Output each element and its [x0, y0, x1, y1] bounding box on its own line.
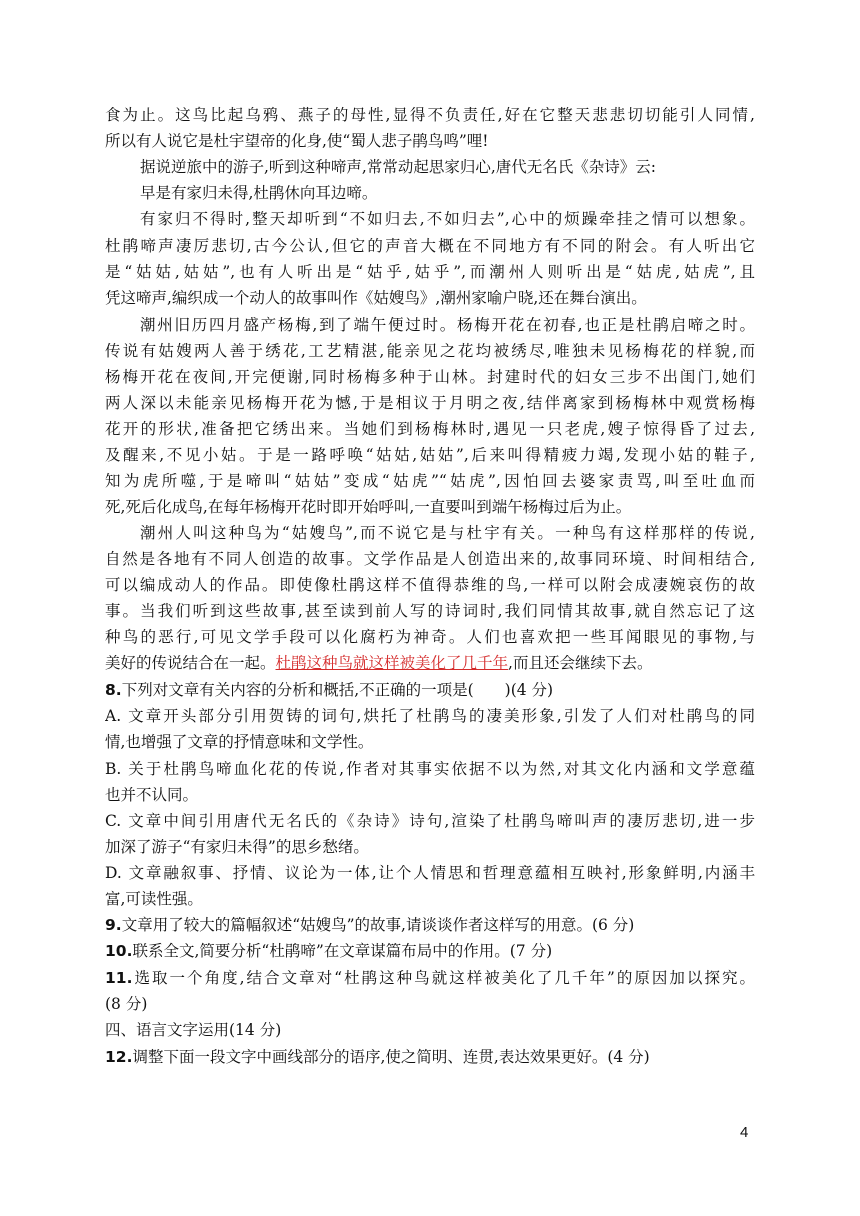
- section-heading: 四、语言文字运用(14 分): [105, 1021, 282, 1039]
- question-text: 文章用了较大的篇幅叙述“姑嫂鸟”的故事,请谈谈作者这样写的用意。(6 分): [121, 916, 635, 934]
- option-c: C. 文章中间引用唐代无名氏的《杂诗》诗句,渲染了杜鹃鸟啼叫声的凄厉悲切,进一步: [105, 812, 755, 830]
- passage-line: 食为止。这鸟比起乌鸦、燕子的母性,显得不负责任,好在它整天悲悲切切能引人同情,: [105, 106, 755, 124]
- passage-text: ,而且还会继续下去。: [508, 654, 653, 672]
- option-d: D. 文章融叙事、抒情、议论为一体,让个人情思和哲理意蕴相互映衬,形象鲜明,内涵丰: [105, 864, 755, 882]
- passage-line: 所以有人说它是杜宇望帝的化身,使“蜀人悲子鹃鸟鸣”哩!: [105, 132, 489, 150]
- question-11: [105, 965, 755, 991]
- underlined-sentence: 杜鹃这种鸟就这样被美化了几千年: [275, 654, 509, 672]
- question-text: 选取一个角度,结合文章对“杜鹃这种鸟就这样被美化了几千年”的原因加以探究。: [132, 969, 755, 987]
- question-text: 调整下面一段文字中画线部分的语序,使之简明、连贯,表达效果更好。(4 分): [132, 1048, 650, 1066]
- passage-line: 杨梅开花在夜间,开完便谢,同时杨梅多种于山林。封建时代的妇女三步不出闺门,她们: [105, 368, 755, 386]
- option-a: A. 文章开头部分引用贺铸的词句,烘托了杜鹃鸟的凄美形象,引发了人们对杜鹃鸟的同: [105, 707, 755, 725]
- passage-line: 自然是各地有不同人创造的故事。文学作品是人创造出来的,故事同环境、时间相结合,: [105, 550, 755, 568]
- question-number: 10.: [105, 942, 133, 960]
- question-10: [105, 938, 755, 964]
- passage-line: 事。当我们听到这些故事,甚至读到前人写的诗词时,我们同情其故事,就自然忘记了这: [105, 602, 755, 620]
- passage-line: 种鸟的恶行,可见文学手段可以化腐朽为神奇。人们也喜欢把一些耳闻眼见的事物,与: [105, 628, 755, 646]
- poem-quote: 早是有家归未得,杜鹃休向耳边啼。: [140, 184, 378, 202]
- passage-line: 凭这啼声,编织成一个动人的故事叫作《姑嫂鸟》,潮州家喻户晓,还在舞台演出。: [105, 289, 647, 307]
- passage-line: 可以编成动人的作品。即使像杜鹃这样不值得恭维的鸟,一样可以附会成凄婉哀伤的故: [105, 576, 755, 594]
- passage-line: 潮州旧历四月盛产杨梅,到了端午便过时。杨梅开花在初春,也正是杜鹃启啼之时。: [140, 316, 755, 334]
- option-a-cont: 情,也增强了文章的抒情意味和文学性。: [105, 733, 374, 751]
- option-d-cont: 富,可读性强。: [105, 890, 203, 908]
- passage-line: 死,死后化成鸟,在每年杨梅开花时即开始呼叫,一直要叫到端午杨梅过后为止。: [105, 498, 632, 516]
- passage-line: 知为虎所噬,于是啼叫“姑姑”变成“姑虎”“姑虎”,因怕回去婆家责骂,叫至吐血而: [105, 472, 755, 490]
- question-11-score: (8 分): [105, 995, 148, 1013]
- passage-text: 美好的传说结合在一起。: [105, 654, 276, 672]
- question-12: [105, 1044, 755, 1070]
- question-9: [105, 912, 755, 938]
- passage-line: 据说逆旅中的游子,听到这种啼声,常常动起思家归心,唐代无名氏《杂诗》云:: [140, 158, 657, 176]
- passage-line: 是“姑姑,姑姑”,也有人听出是“姑乎,姑乎”,而潮州人则听出是“姑虎,姑虎”,且: [105, 263, 755, 281]
- page-number: 4: [740, 1124, 749, 1141]
- option-c-cont: 加深了游子“有家归未得”的思乡愁绪。: [105, 838, 369, 856]
- passage-line: 及醒来,不见小姑。于是一路呼唤“姑姑,姑姑”,后来叫得精疲力竭,发现小姑的鞋子,: [105, 446, 755, 464]
- passage-line: 传说有姑嫂两人善于绣花,工艺精湛,能亲见之花均被绣尽,唯独未见杨梅花的样貌,而: [105, 342, 755, 360]
- question-number: 9.: [105, 916, 122, 934]
- passage-line: [105, 650, 755, 676]
- passage-line: 杜鹃啼声凄厉悲切,古今公认,但它的声音大概在不同地方有不同的附会。有人听出它: [105, 237, 755, 255]
- passage-line: 花开的形状,准备把它绣出来。当她们到杨梅林时,遇见一只老虎,嫂子惊得昏了过去,: [105, 420, 755, 438]
- passage-line: 有家归不得时,整天却听到“不如归去,不如归去”,心中的烦躁牵挂之情可以想象。: [140, 210, 755, 228]
- question-number: 8.: [105, 681, 122, 699]
- question-8: [105, 677, 755, 703]
- question-text: 联系全文,简要分析“杜鹃啼”在文章谋篇布局中的作用。(7 分): [132, 942, 553, 960]
- question-text: 下列对文章有关内容的分析和概括,不正确的一项是( )(4 分): [121, 681, 554, 699]
- question-number: 11.: [105, 969, 133, 987]
- passage-line: 两人深以未能亲见杨梅开花为憾,于是相议于月明之夜,结伴离家到杨梅林中观赏杨梅: [105, 394, 755, 412]
- option-b: B. 关于杜鹃鸟啼血化花的传说,作者对其事实依据不以为然,对其文化内涵和文学意蕴: [105, 760, 755, 778]
- question-number: 12.: [105, 1048, 133, 1066]
- passage-line: 潮州人叫这种鸟为“姑嫂鸟”,而不说它是与杜宇有关。一种鸟有这样那样的传说,: [140, 524, 755, 542]
- option-b-cont: 也并不认同。: [105, 786, 199, 804]
